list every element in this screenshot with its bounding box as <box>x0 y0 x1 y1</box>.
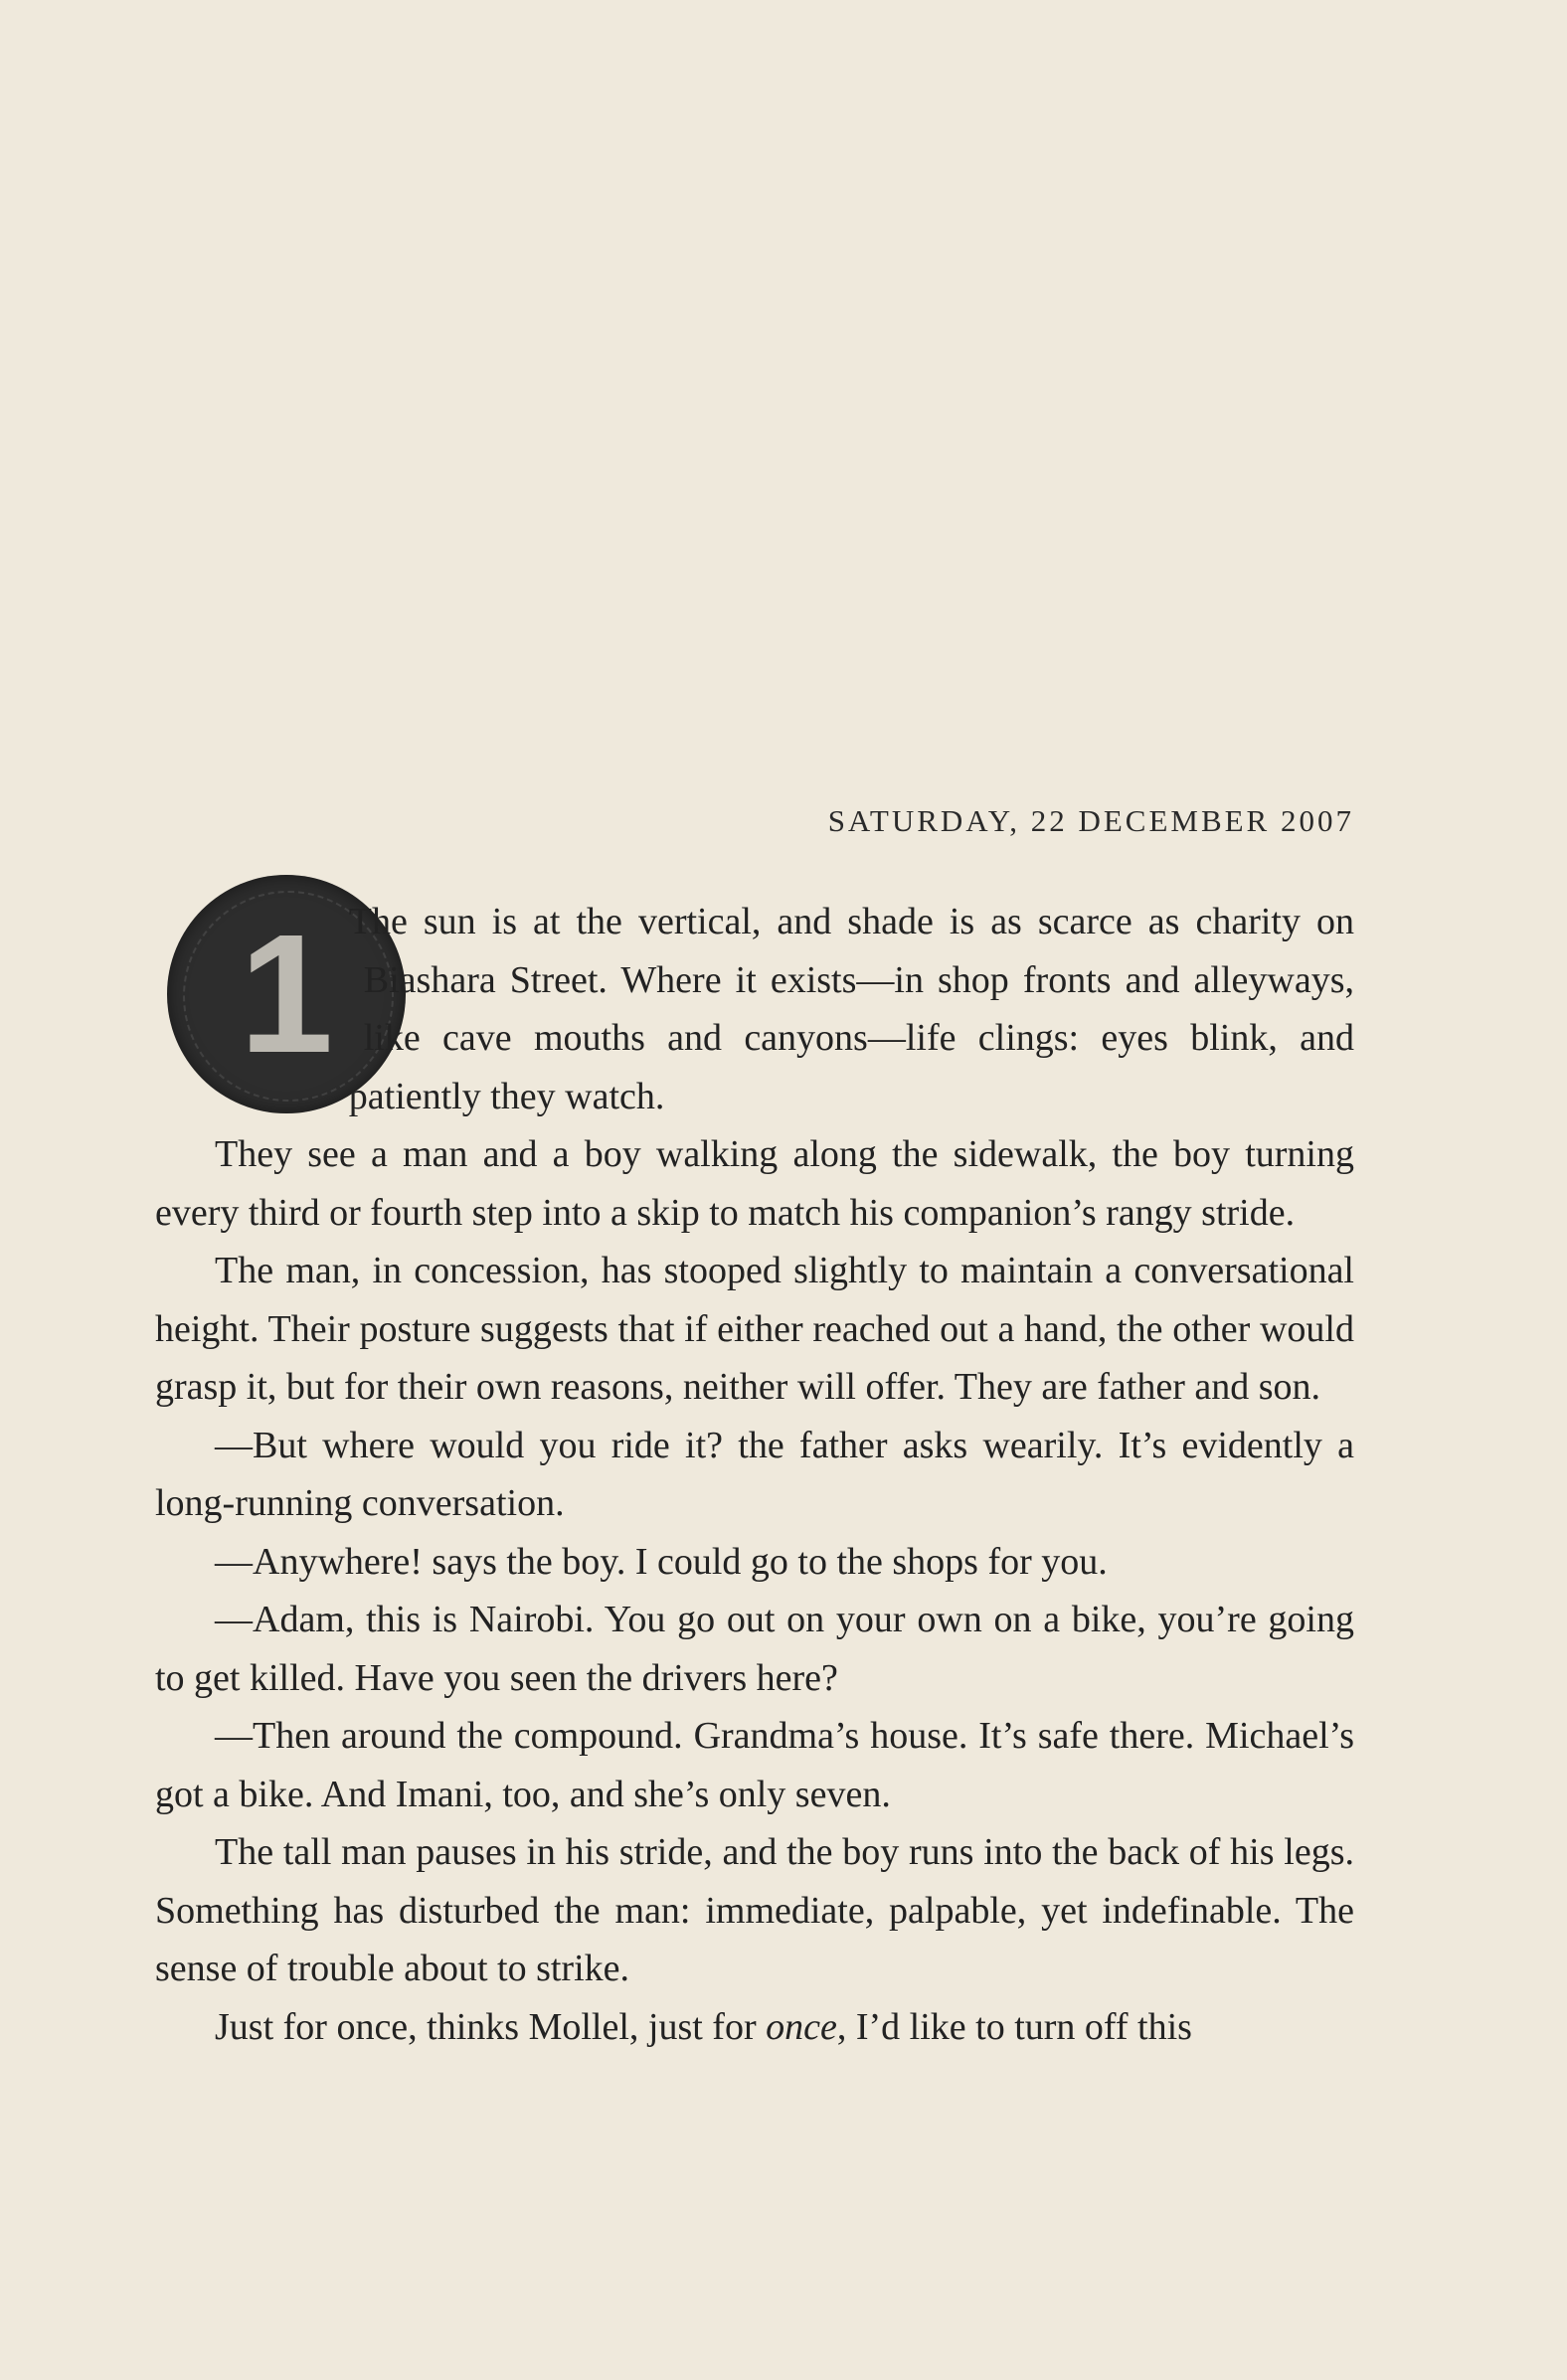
paragraph-7: —Then around the compound. Grandma’s house. It’s safe there. Michael’s got a bike. And Imani, too, and she’s only seven. <box>155 1715 1354 1815</box>
paragraph-9-after: , I’d like to turn off this <box>836 2005 1192 2048</box>
paragraph-6: —Adam, this is Nairobi. You go out on your own on a bike, you’re going to get killed. Have you seen the drivers here? <box>155 1599 1354 1699</box>
paragraph-9-before: Just for once, thinks Mollel, just for <box>215 2005 767 2048</box>
paragraph-9 <box>155 1998 1354 2057</box>
paragraph-9-emphasis: once <box>766 2005 837 2048</box>
paragraph-8: The tall man pauses in his stride, and the boy runs into the back of his legs. Something has disturbed the man: immediate, palpable, yet indefinable. The sense of trouble about to strike. <box>155 1831 1354 1989</box>
paragraph-2: They see a man and a boy walking along the sidewalk, the boy turning every third or fourth step into a skip to match his companion’s rangy stride. <box>155 1133 1354 1234</box>
paragraph-1-text: The sun is at the vertical, and shade is as scarce as charity on Biashara Street. Where it exists—in shop fronts and alleyways, like cave mouths and canyons—life clings: eyes blink, and patiently they watch. <box>348 901 1354 1117</box>
paragraph-4: —But where would you ride it? the father asks wearily. It’s evidently a long-running conversation. <box>155 1424 1354 1524</box>
paragraph-1 <box>155 893 1354 1125</box>
chapter-date: SATURDAY, 22 DECEMBER 2007 <box>827 803 1354 838</box>
chapter-number: 1 <box>239 900 334 1089</box>
paragraph-5: —Anywhere! says the boy. I could go to the shops for you. <box>215 1540 1108 1583</box>
paragraph-3: The man, in concession, has stooped slightly to maintain a conversational height. Their posture suggests that if either reached out a hand, the other would grasp it, but for their own reasons, neither will offer. They are father and son. <box>155 1250 1354 1408</box>
chapter-body <box>155 893 1354 2056</box>
